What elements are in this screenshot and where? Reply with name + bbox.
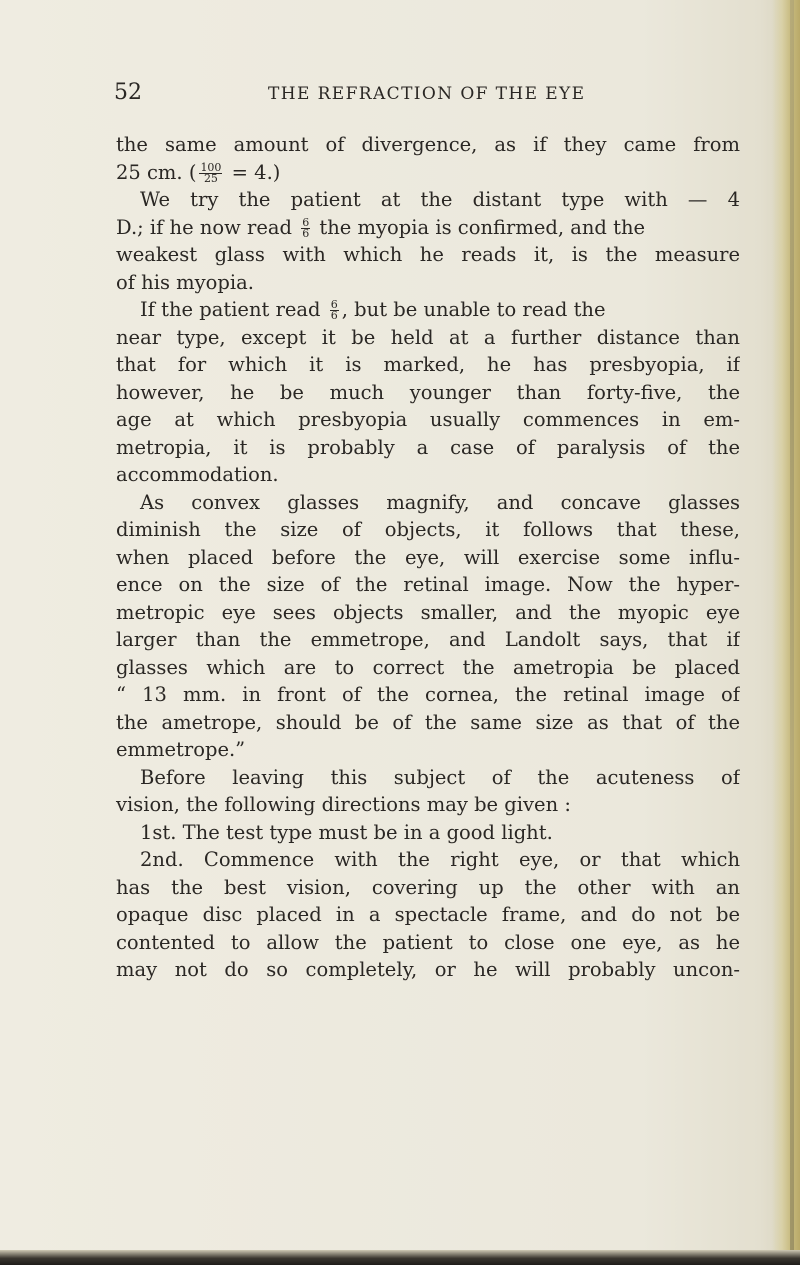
fraction [199, 160, 222, 185]
text-line [116, 296, 740, 324]
text-span: D.; if he now read [116, 215, 299, 239]
text-line: that for which it is marked, he has presbyopia, if [116, 353, 740, 376]
text-line: “ 13 mm. in front of the cornea, the retinal image of [116, 683, 740, 706]
fraction-denominator: 25 [203, 171, 218, 185]
text-span: = 4.) [225, 160, 281, 184]
page-header [114, 80, 734, 110]
text-line: opaque disc placed in a spectacle frame, and do not be [116, 903, 740, 926]
text-line [116, 214, 740, 242]
text-line: ence on the size of the retinal image. Now the hyper- [116, 573, 740, 596]
page-edge-shadow [790, 0, 794, 1265]
text-line: accommodation. [116, 463, 279, 486]
page-edge [772, 0, 800, 1265]
fraction-denominator: 6 [302, 226, 310, 240]
text-line: age at which presbyopia usually commences in em- [116, 408, 740, 431]
text-line: the same amount of divergence, as if they came from [116, 133, 740, 156]
text-line: vision, the following directions may be given : [116, 793, 571, 816]
page-bottom-edge [0, 1250, 800, 1265]
text-line: has the best vision, covering up the other with an [116, 875, 740, 899]
text-line: Before leaving this subject of the acuteness of [140, 765, 740, 789]
text-line: the ametrope, should be of the same size as that of the [116, 710, 740, 734]
text-line: glasses which are to correct the ametropia be placed [116, 655, 740, 679]
text-span: the myopia is confirmed, and the [313, 215, 646, 239]
text-line: As convex glasses magnify, and concave glasses [140, 490, 740, 514]
text-line [116, 159, 740, 187]
text-line: emmetrope.” [116, 738, 246, 761]
fraction-numerator: 6 [302, 215, 310, 229]
text-line: however, he be much younger than forty-five, the [116, 380, 740, 404]
text-line: weakest glass with which he reads it, is the measure [116, 243, 740, 266]
fraction-denominator: 6 [330, 309, 338, 322]
text-line: 1st. The test type must be in a good light. [140, 820, 553, 844]
page-number: 52 [114, 80, 142, 105]
fraction [330, 300, 339, 321]
text-line: when placed before the eye, will exercise some influ- [116, 545, 740, 569]
text-line: of his myopia. [116, 270, 254, 294]
running-head: THE REFRACTION OF THE EYE [268, 84, 586, 104]
text-line: near type, except it be held at a further distance than [116, 325, 740, 349]
text-line: 2nd. Commence with the right eye, or that which [140, 848, 740, 871]
fraction-numerator: 6 [330, 298, 338, 311]
text-line: diminish the size of objects, it follows that these, [116, 518, 740, 541]
body-text [116, 131, 740, 984]
text-line: larger than the emmetrope, and Landolt says, that if [116, 628, 740, 651]
text-line: We try the patient at the distant type with — 4 [140, 188, 740, 211]
text-line: metropia, it is probably a case of paralysis of the [116, 435, 740, 459]
text-span: , but be unable to read the [341, 298, 606, 321]
text-span: If the patient read [140, 298, 327, 321]
text-line: may not do so completely, or he will probably uncon- [116, 958, 740, 981]
fraction [301, 215, 310, 240]
text-line: contented to allow the patient to close one eye, as he [116, 930, 740, 954]
fraction-numerator: 100 [200, 160, 222, 174]
text-span: 25 cm. ( [116, 160, 197, 184]
text-line: metropic eye sees objects smaller, and the myopic eye [116, 600, 740, 624]
